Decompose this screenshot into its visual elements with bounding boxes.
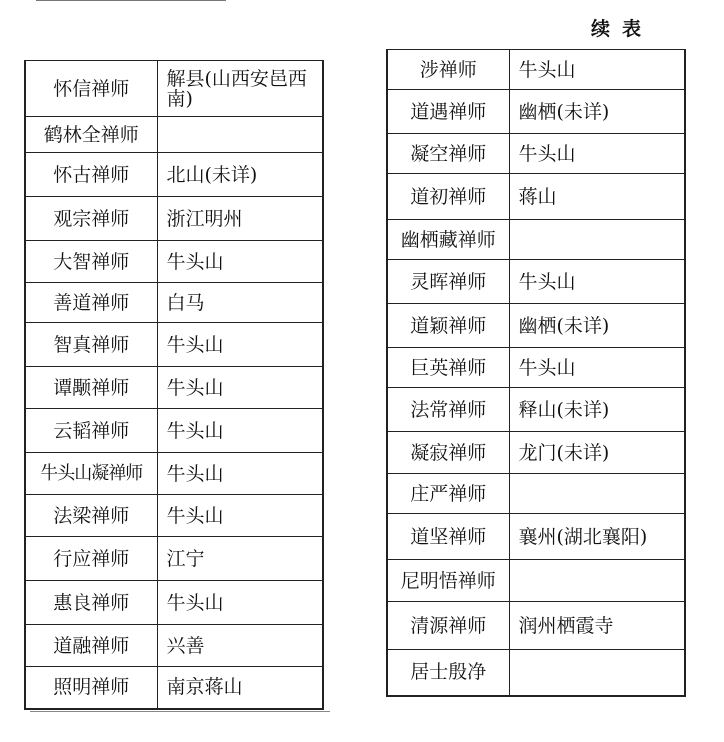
location-cell [509, 650, 685, 696]
continued-table-caption: 续表 [591, 18, 654, 40]
location-cell [509, 220, 685, 260]
table-row [387, 90, 685, 134]
location-cell: 江宁 [157, 537, 323, 581]
master-name-cell: 道坚禅师 [387, 514, 509, 560]
location-cell: 幽栖(未详) [509, 304, 685, 348]
table-row [387, 304, 685, 348]
master-name-cell: 居士殷净 [387, 650, 509, 696]
location-cell [509, 474, 685, 514]
master-name-cell: 法梁禅师 [25, 495, 157, 537]
master-name-cell: 凝寂禅师 [387, 432, 509, 474]
master-name-cell: 灵晖禅师 [387, 260, 509, 304]
location-cell: 兴善 [157, 625, 323, 667]
master-name-cell: 惠良禅师 [25, 581, 157, 625]
master-name-cell: 法常禅师 [387, 388, 509, 432]
master-name-cell: 幽栖藏禅师 [387, 220, 509, 260]
master-name-cell: 道初禅师 [387, 174, 509, 220]
table-row [25, 453, 323, 495]
table-row [387, 474, 685, 514]
table-row [25, 367, 323, 409]
master-name-cell: 道遇禅师 [387, 90, 509, 134]
table-row [387, 348, 685, 388]
table-row [25, 153, 323, 197]
master-name-cell: 谭颙禅师 [25, 367, 157, 409]
location-cell: 牛头山 [509, 134, 685, 174]
location-cell: 牛头山 [157, 367, 323, 409]
location-cell: 蒋山 [509, 174, 685, 220]
master-name-cell: 怀信禅师 [25, 61, 157, 117]
location-cell: 牛头山 [157, 495, 323, 537]
master-name-cell: 善道禅师 [25, 283, 157, 323]
location-cell: 龙门(未详) [509, 432, 685, 474]
location-cell: 牛头山 [157, 241, 323, 283]
master-name-cell: 道融禅师 [25, 625, 157, 667]
table-row [387, 220, 685, 260]
master-name-cell: 行应禅师 [25, 537, 157, 581]
master-name-cell: 云韬禅师 [25, 409, 157, 453]
master-name-cell: 巨英禅师 [387, 348, 509, 388]
table-row [25, 537, 323, 581]
master-name-cell: 涉禅师 [387, 50, 509, 90]
table-row [387, 134, 685, 174]
bottom-rule [30, 711, 330, 712]
location-cell: 润州栖霞寺 [509, 602, 685, 650]
table-row [25, 495, 323, 537]
table-row [387, 174, 685, 220]
table-row [25, 667, 323, 709]
top-rule [36, 0, 226, 1]
master-name-cell: 道颖禅师 [387, 304, 509, 348]
master-name-cell: 观宗禅师 [25, 197, 157, 241]
location-cell: 襄州(湖北襄阳) [509, 514, 685, 560]
location-cell: 牛头山 [157, 581, 323, 625]
location-cell [157, 117, 323, 153]
master-name-cell: 照明禅师 [25, 667, 157, 709]
master-name-cell: 智真禅师 [25, 323, 157, 367]
master-name-cell: 牛头山凝禅师 [25, 453, 157, 495]
table-row [25, 197, 323, 241]
table-row [387, 560, 685, 602]
table-row [387, 260, 685, 304]
master-name-cell: 清源禅师 [387, 602, 509, 650]
location-cell: 牛头山 [157, 323, 323, 367]
table-row [387, 602, 685, 650]
table-row [25, 241, 323, 283]
right-table-body [387, 50, 685, 696]
table-row [25, 323, 323, 367]
master-name-cell: 怀古禅师 [25, 153, 157, 197]
location-cell: 北山(未详) [157, 153, 323, 197]
table-row [387, 432, 685, 474]
table-row [387, 650, 685, 696]
table-row [25, 409, 323, 453]
location-cell [509, 560, 685, 602]
table-row [387, 514, 685, 560]
location-cell: 释山(未详) [509, 388, 685, 432]
location-cell: 白马 [157, 283, 323, 323]
left-table-body [25, 61, 323, 709]
table-row [387, 50, 685, 90]
location-cell: 牛头山 [157, 453, 323, 495]
table-row [25, 117, 323, 153]
right-table [386, 49, 686, 697]
table-row [25, 581, 323, 625]
location-cell: 牛头山 [509, 50, 685, 90]
location-cell: 南京蒋山 [157, 667, 323, 709]
master-name-cell: 尼明悟禅师 [387, 560, 509, 602]
table-row [387, 388, 685, 432]
master-name-cell: 大智禅师 [25, 241, 157, 283]
location-cell: 浙江明州 [157, 197, 323, 241]
master-name-cell: 凝空禅师 [387, 134, 509, 174]
location-cell: 牛头山 [157, 409, 323, 453]
location-cell: 幽栖(未详) [509, 90, 685, 134]
master-name-cell: 鹤林全禅师 [25, 117, 157, 153]
table-row [25, 625, 323, 667]
location-cell: 牛头山 [509, 348, 685, 388]
table-row [25, 61, 323, 117]
left-table [24, 60, 324, 710]
location-cell: 解县(山西安邑西南) [157, 61, 323, 117]
master-name-cell: 庄严禅师 [387, 474, 509, 514]
location-cell: 牛头山 [509, 260, 685, 304]
table-row [25, 283, 323, 323]
